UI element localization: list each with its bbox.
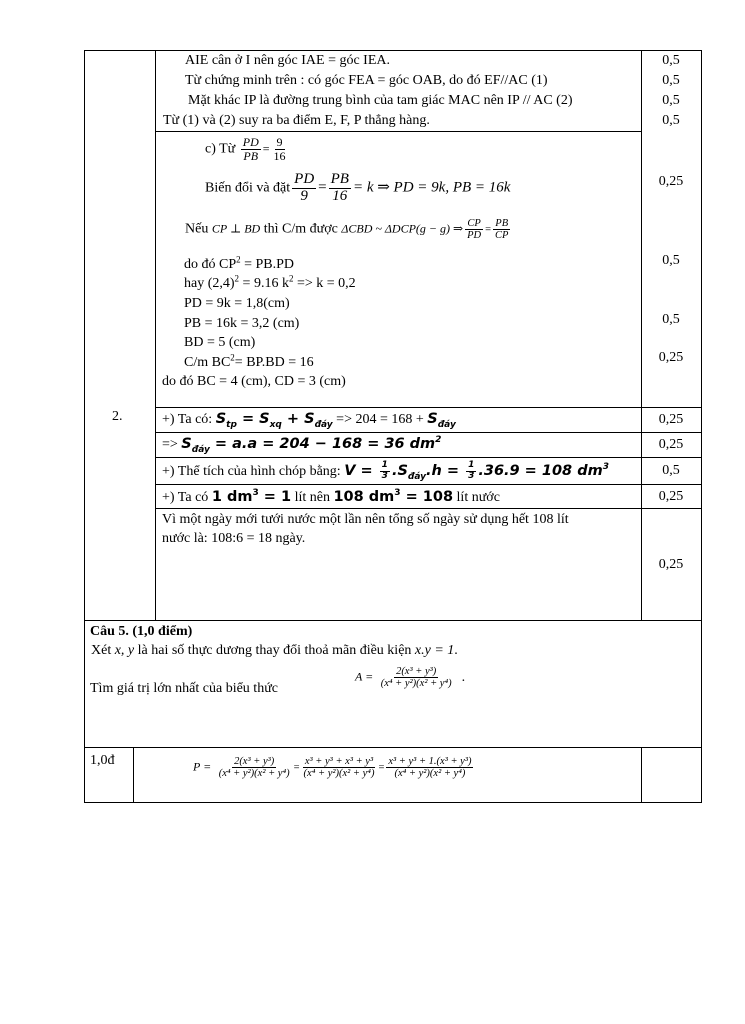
q2-row-5-line-1: Vì một ngày mới tưới nước một lần nên tổng số ngày sử dụng hết 108 lít bbox=[162, 512, 569, 527]
score-1: 0,5 bbox=[662, 53, 680, 68]
q2-row-3: +) Thể tích của hình chóp bằng: V = $\frac{1}{3}$ $.S_{đáy}.h$ = $\frac{1}{3}$ .36.9 = 108 $dm^3$ bbox=[162, 460, 609, 482]
score-10: 0,25 bbox=[658, 437, 684, 452]
score-6: 0,5 bbox=[662, 253, 680, 268]
q2-row-1: +) Ta có: $S_{tp} = S_{xq} + S_{đáy} => 204 = 168 + S_{đáy}$ bbox=[162, 411, 456, 430]
score-8: 0,25 bbox=[658, 350, 684, 365]
line-bc: C/m $BC^2= BP.BD = 16$ bbox=[184, 352, 314, 370]
proof-line-2: Từ chứng minh trên : có góc FEA = góc OAB, do đó EF//AC (1) bbox=[185, 73, 548, 88]
line-bc-cd: do đó BC = 4 (cm), CD = 3 (cm) bbox=[162, 374, 346, 389]
score-4: 0,5 bbox=[662, 113, 680, 128]
line-pd: PD = 9k = 1,8(cm) bbox=[184, 296, 290, 311]
q2-row-5-line-2: nước là: 108:6 = 18 ngày. bbox=[162, 531, 306, 546]
answer-expression: P = $\frac{\text{2(x³ + y³)}}{\text{(x⁴ + y²)(x² + y⁴)}}$ = $\frac{\text{x³ + y³ + x³ + y³}}{\text{(x⁴ + y²)(x² + y⁴)}}$ = $\frac{\text{x³ + y³ + 1.(x³ + y³)}}{\text{(x⁴ + y²)(x² + y⁴)}}$ bbox=[193, 756, 472, 780]
question-5-expression: A = $\frac{\text{2(x³ + y³)}}{\text{(x⁴ + y²)(x² + y⁴)}}$ . bbox=[355, 666, 466, 690]
score-5: 0,25 bbox=[658, 174, 684, 189]
proof-line-1: AIE cân ở I nên góc IAE = góc IEA. bbox=[185, 53, 391, 68]
question-2-label: 2. bbox=[112, 409, 123, 424]
score-3: 0,5 bbox=[662, 93, 680, 108]
question-5-condition: Xét x, y là hai số thực dương thay đổi thoả mãn điều kiện x.y = 1. bbox=[91, 643, 458, 658]
question-5-title: Câu 5. (1,0 điểm) bbox=[90, 624, 193, 639]
score-12: 0,25 bbox=[658, 489, 684, 504]
line-bd: BD = 5 (cm) bbox=[184, 335, 256, 350]
score-11: 0,5 bbox=[662, 463, 680, 478]
score-9: 0,25 bbox=[658, 412, 684, 427]
answer-points: 1,0đ bbox=[90, 753, 115, 768]
proof-line-4: Từ (1) và (2) suy ra ba điểm E, F, P thẳng hàng. bbox=[163, 113, 430, 128]
score-7: 0,5 bbox=[662, 312, 680, 327]
line-cp2: do đó $CP^2 = PB.PD$ bbox=[184, 254, 295, 272]
line-hay: hay $(2,4)^2 = 9.16$ $k^2 => k = 0,2$ bbox=[184, 273, 356, 291]
q2-row-4: +) Ta có 1 $dm^3 = 1$ lít nên 108 $dm^3 = 108$ lít nước bbox=[162, 488, 500, 505]
line-pb: PB = 16k = 3,2 (cm) bbox=[184, 316, 300, 331]
q2-row-2: => $S_{đáy} = a.a = 204 - 168 = 36$ $dm^2$ bbox=[162, 435, 442, 455]
part-c-similar: Nếu CP ⊥ BD thì C/m được ΔCBD ~ ΔDCP(g − g) ⇒ $\frac{CP}{PD}$ = $\frac{PB}{CP}$ bbox=[185, 218, 509, 242]
score-2: 0,5 bbox=[662, 73, 680, 88]
part-c-transform: Biến đổi và đặt $\frac{PD}{9}$ = $\frac{PB}{16}$ = k ⇒ PD = 9k, PB = 16k bbox=[205, 171, 511, 204]
score-13: 0,25 bbox=[658, 557, 684, 572]
question-5-prompt: Tìm giá trị lớn nhất của biểu thức bbox=[90, 681, 278, 696]
part-c-intro: c) Từ $\frac{PD}{PB}$ = $\frac{9}{16}$ bbox=[205, 135, 286, 163]
proof-line-3: Mặt khác IP là đường trung bình của tam giác MAC nên IP // AC (2) bbox=[188, 93, 573, 108]
